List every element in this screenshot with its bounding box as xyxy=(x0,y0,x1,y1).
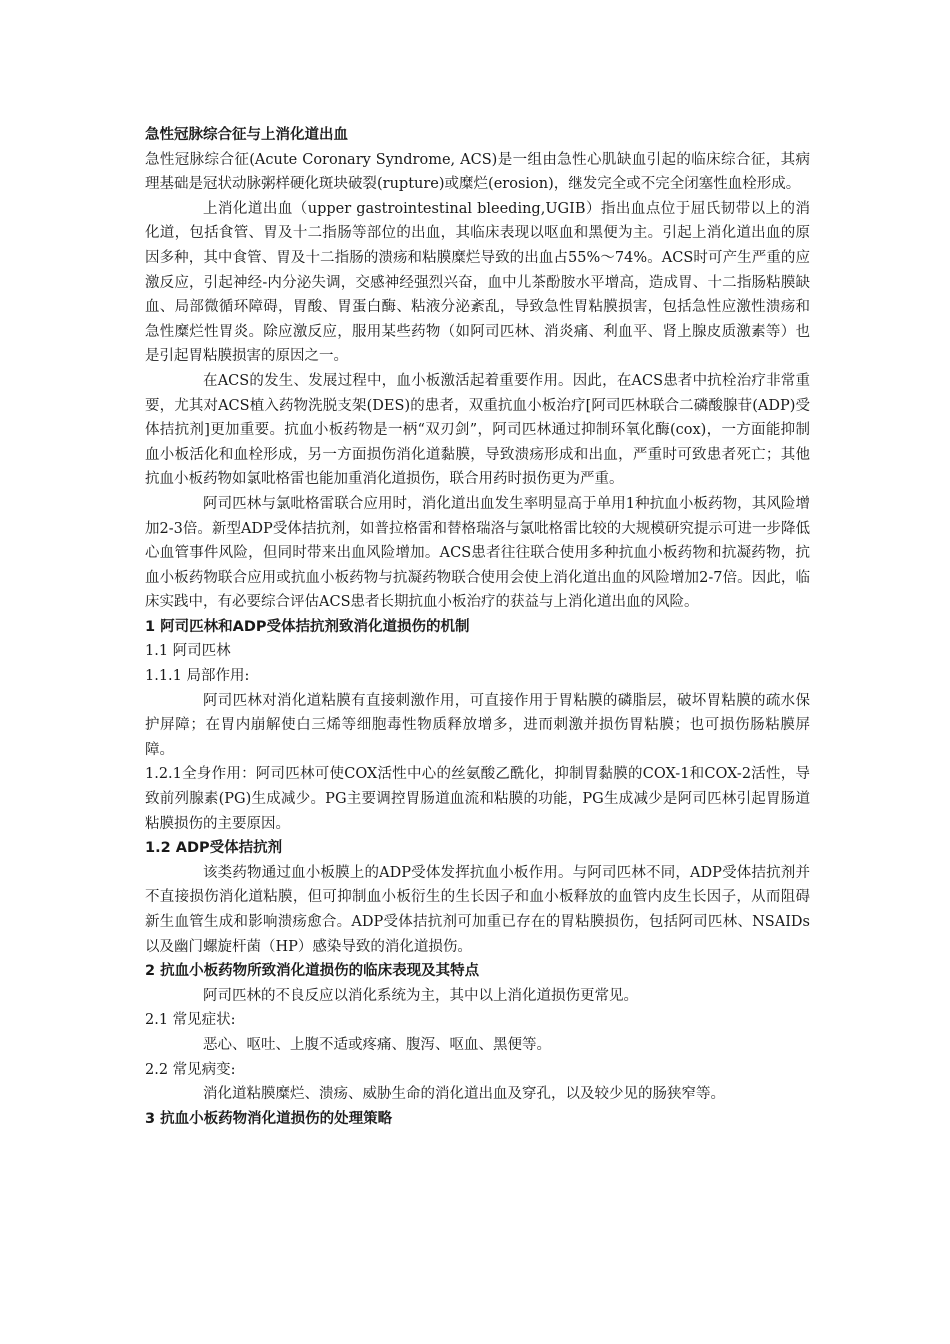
section-2-1-text: 恶心、呕吐、上腹不适或疼痛、腹泻、呕血、黑便等。 xyxy=(203,1036,551,1053)
section-1-1-1-heading: 1.1.1 局部作用: xyxy=(145,668,250,685)
section-3-heading: 3 抗血小板药物消化道损伤的处理策略 xyxy=(145,1110,393,1127)
paragraph-acs-definition: 急性冠脉综合征(Acute Coronary Syndrome, ACS)是一组由急性心肌缺血引起的临床综合征，其病理基础是冠状动脉粥样硬化斑块破裂(rupture)或糜烂(erosion)，继发完全或不完全闭塞性血栓形成。 xyxy=(145,151,810,193)
paragraph-antiplatelet-role: 在ACS的发生、发展过程中，血小板激活起着重要作用。因此，在ACS患者中抗栓治疗非常重要，尤其对ACS植入药物洗脱支架(DES)的患者，双重抗血小板治疗[阿司匹林联合二磷酸腺苷(ADP)受体拮抗剂]更加重要。抗血小板药物是一柄“双刃剑”，阿司匹林通过抑制环氧化酶(cox)，一方面能抑制血小板活化和血栓形成，另一方面损伤消化道黏膜，导致溃疡形成和出血，严重时可致患者死亡；其他抗血小板药物如氯吡格雷也能加重消化道损伤，联合用药时损伤更为严重。 xyxy=(145,372,810,488)
section-1-2-text: 该类药物通过血小板膜上的ADP受体发挥抗血小板作用。与阿司匹林不同，ADP受体拮抗剂并不直接损伤消化道粘膜，但可抑制血小板衍生的生长因子和血小板释放的血管内皮生长因子，从而阻碍新生血管生成和影响溃疡愈合。ADP受体拮抗剂可加重已存在的胃粘膜损伤，包括阿司匹林、NSAIDs以及幽门螺旋杆菌（HP）感染导致的消化道损伤。 xyxy=(145,864,810,955)
document-title: 急性冠脉综合征与上消化道出血 xyxy=(145,127,348,143)
section-2-2-heading: 2.2 常见病变: xyxy=(145,1061,236,1078)
paragraph-ugib-definition: 上消化道出血（upper gastrointestinal bleeding,UGIB）指出血点位于屈氏韧带以上的消化道，包括食管、胃及十二指肠等部位的出血，其临床表现以呕血和黑便为主。引起上消化道出血的原因多种，其中食管、胃及十二指肠的溃疡和粘膜糜烂导致的出血占55%～74%。ACS时可产生严重的应激反应，引起神经-内分泌失调，交感神经强烈兴奋，血中儿茶酚胺水平增高，造成胃、十二指肠粘膜缺血、局部微循环障碍，胃酸、胃蛋白酶、粘液分泌紊乱，导致急性胃粘膜损害，包括急性应激性溃疡和急性糜烂性胃炎。除应激反应，服用某些药物（如阿司匹林、消炎痛、利血平、肾上腺皮质激素等）也是引起胃粘膜损害的原因之一。 xyxy=(145,200,810,365)
section-2-heading: 2 抗血小板药物所致消化道损伤的临床表现及其特点 xyxy=(145,963,480,980)
section-2-2-text: 消化道粘膜糜烂、溃疡、威胁生命的消化道出血及穿孔，以及较少见的肠狭窄等。 xyxy=(203,1086,725,1103)
section-2-1-heading: 2.1 常见症状: xyxy=(145,1012,236,1029)
section-1-2-1-text: 1.2.1全身作用：阿司匹林可使COX活性中心的丝氨酸乙酰化，抑制胃黏膜的COX-1和COX-2活性，导致前列腺素(PG)生成减少。PG主要调控胃肠道血流和粘膜的功能，PG生成减少是阿司匹林引起胃肠道粘膜损伤的主要原因。 xyxy=(145,766,810,832)
section-1-2-heading: 1.2 ADP受体拮抗剂 xyxy=(145,840,283,857)
section-1-heading: 1 阿司匹林和ADP受体拮抗剂致消化道损伤的机制 xyxy=(145,618,470,635)
section-2-intro: 阿司匹林的不良反应以消化系统为主，其中以上消化道损伤更常见。 xyxy=(203,987,638,1004)
document-page xyxy=(145,123,810,1131)
paragraph-combined-therapy-risk: 阿司匹林与氯吡格雷联合应用时，消化道出血发生率明显高于单用1种抗血小板药物，其风险增加2-3倍。新型ADP受体拮抗剂，如普拉格雷和替格瑞洛与氯吡格雷比较的大规模研究提示可进一步降低心血管事件风险，但同时带来出血风险增加。ACS患者往往联合使用多种抗血小板药物和抗凝药物，抗血小板药物联合应用或抗血小板药物与抗凝药物联合使用会使上消化道出血的风险增加2-7倍。因此，临床实践中，有必要综合评估ACS患者长期抗血小板治疗的获益与上消化道出血的风险。 xyxy=(145,495,810,611)
section-1-1-1-text: 阿司匹林对消化道粘膜有直接刺激作用，可直接作用于胃粘膜的磷脂层，破坏胃粘膜的疏水保护屏障；在胃内崩解使白三烯等细胞毒性物质释放增多，进而刺激并损伤胃粘膜；也可损伤肠粘膜屏障。 xyxy=(145,692,810,758)
section-1-1-heading: 1.1 阿司匹林 xyxy=(145,643,231,660)
